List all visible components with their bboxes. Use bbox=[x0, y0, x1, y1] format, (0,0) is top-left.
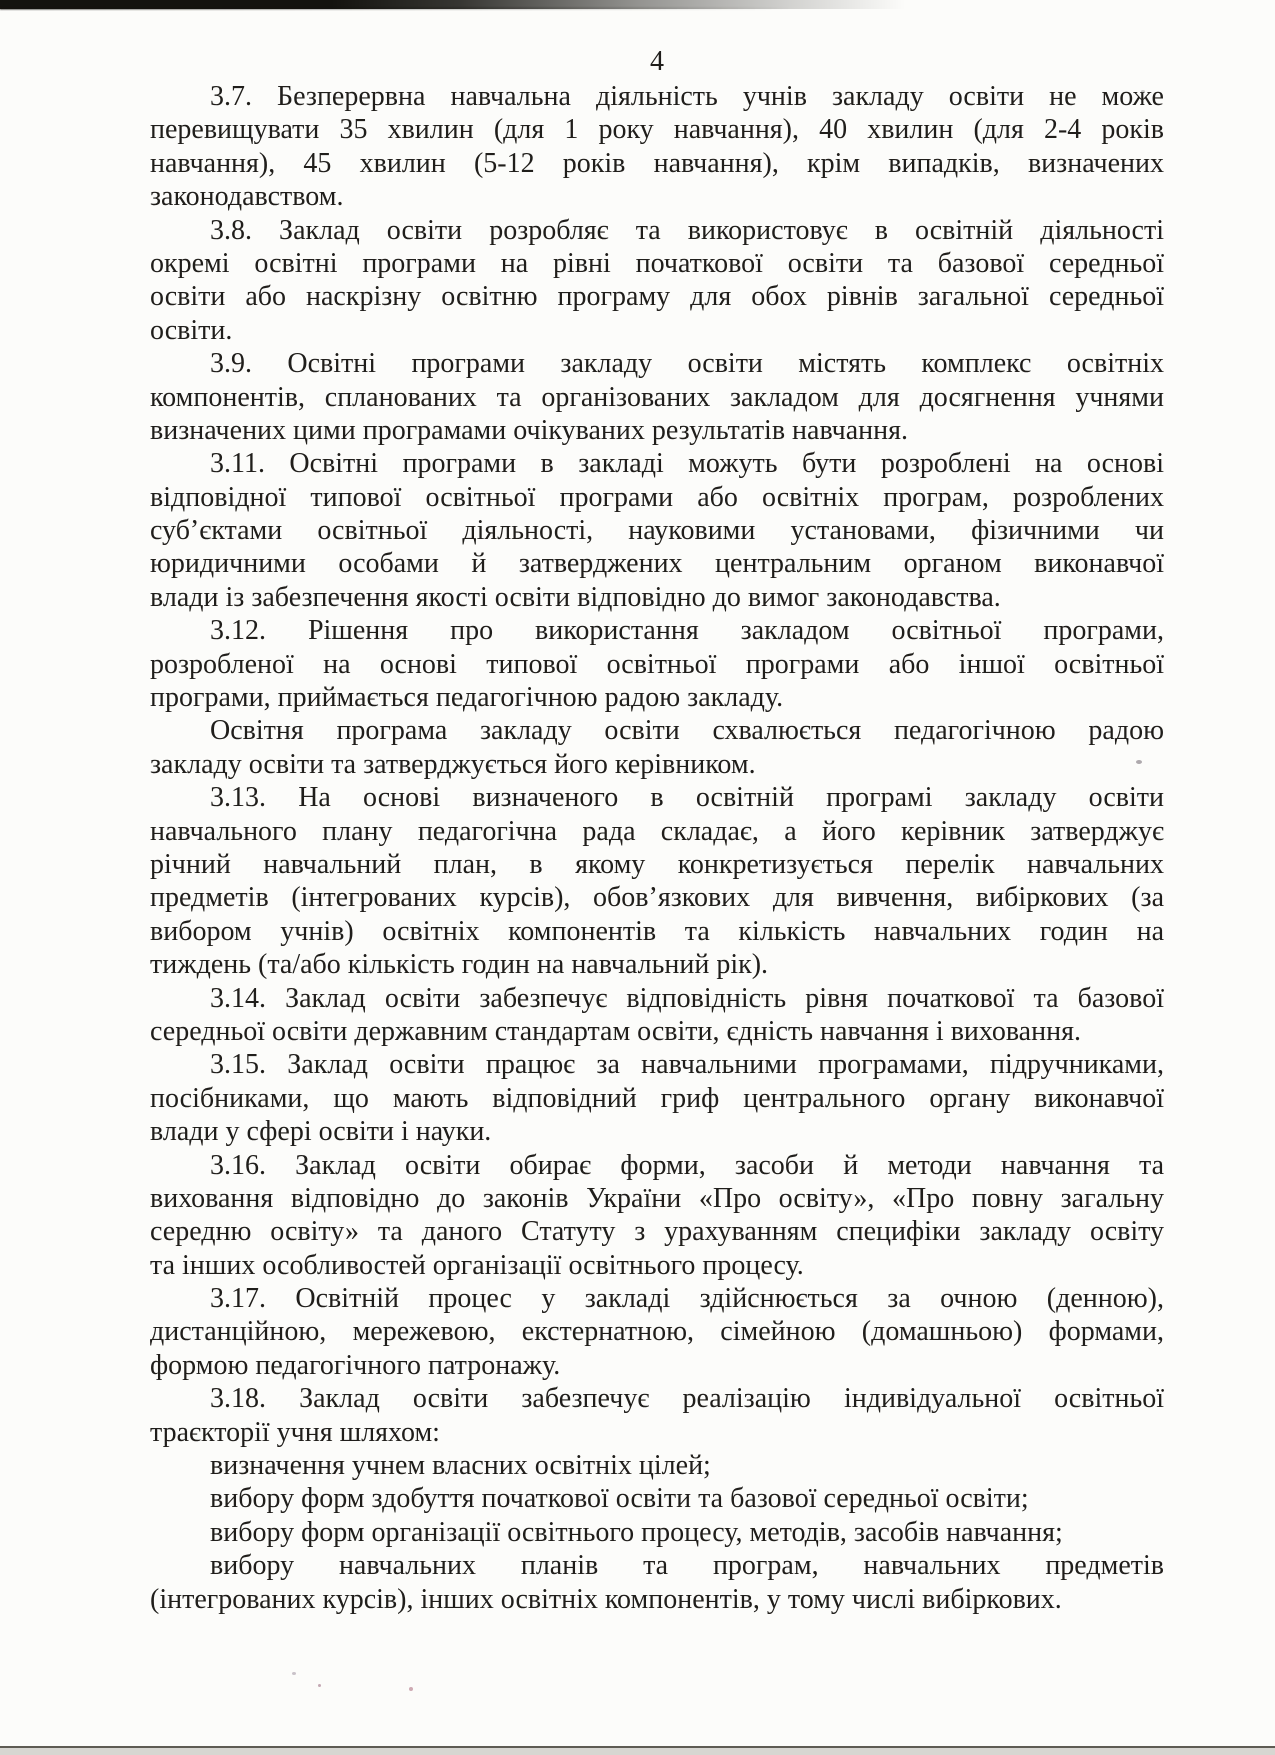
scan-speck bbox=[1136, 760, 1142, 764]
text-line: тиждень (та/або кількість годин на навчальний рік). bbox=[150, 949, 769, 981]
text-line: вибору форм здобуття початкової освіти та базової середньої освіти; bbox=[210, 1483, 1029, 1515]
text-line: виховання відповідно до законів України «Про освіту», «Про повну загальну bbox=[150, 1182, 1164, 1214]
text-line: 3.9. Освітні програми закладу освіти містять комплекс освітніх bbox=[210, 348, 1164, 380]
text-line: 3.11. Освітні програми в закладі можуть бути розроблені на основі bbox=[210, 448, 1164, 480]
paragraph-3-13 bbox=[150, 781, 1164, 981]
text-line: відповідної типової освітньої програми або освітніх програм, розроблених bbox=[150, 481, 1164, 513]
paragraph-3-15 bbox=[150, 1048, 1164, 1148]
text-line: 3.16. Заклад освіти обирає форми, засоби й методи навчання та bbox=[210, 1149, 1164, 1181]
text-line: влади із забезпечення якості освіти відповідно до вимог законодавства. bbox=[150, 581, 1001, 613]
text-line: 3.14. Заклад освіти забезпечує відповідність рівня початкової та базової bbox=[210, 982, 1164, 1014]
text-line: визначених цими програмами очікуваних результатів навчання. bbox=[150, 414, 908, 446]
text-line: вибору навчальних планів та програм, навчальних предметів bbox=[210, 1550, 1164, 1582]
text-line: дистанційною, мережевою, екстернатною, сімейною (домашньою) формами, bbox=[150, 1316, 1164, 1348]
text-line: програми, приймається педагогічною радою закладу. bbox=[150, 682, 784, 714]
text-line: окремі освітні програми на рівні початкової освіти та базової середньої bbox=[150, 247, 1164, 279]
text-line: 3.13. На основі визначеного в освітній програмі закладу освіти bbox=[210, 782, 1164, 814]
paragraph-3-9 bbox=[150, 347, 1164, 447]
scanner-edge-top-ragged bbox=[0, 7, 791, 10]
text-line: середньої освіти державним стандартам освіти, єдність навчання і виховання. bbox=[150, 1015, 1081, 1047]
text-line: річний навчальний план, в якому конкретизується перелік навчальних bbox=[150, 848, 1164, 880]
paragraph-trajectory-item-plans bbox=[150, 1549, 1164, 1616]
text-line: компонентів, спланованих та організованих закладом для досягнення учнями bbox=[150, 381, 1164, 413]
text-line: посібниками, що мають відповідний гриф центрального органу виконавчої bbox=[150, 1082, 1164, 1114]
text-line: Освітня програма закладу освіти схвалюється педагогічною радою bbox=[210, 715, 1164, 747]
text-line: вибору форм організації освітнього процесу, методів, засобів навчання; bbox=[210, 1516, 1063, 1548]
text-line: 3.12. Рішення про використання закладом освітньої програми, bbox=[210, 615, 1164, 647]
paragraph-program-approval bbox=[150, 714, 1164, 781]
paragraph-3-7 bbox=[150, 80, 1164, 214]
text-line: влади у сфері освіти і науки. bbox=[150, 1116, 492, 1148]
paragraph-3-12 bbox=[150, 614, 1164, 714]
paragraph-trajectory-item-acquisition-forms bbox=[150, 1482, 1164, 1515]
paragraph-3-8 bbox=[150, 214, 1164, 348]
text-line: та інших особливостей організації освітнього процесу. bbox=[150, 1249, 804, 1281]
text-line: 3.18. Заклад освіти забезпечує реалізацію індивідуальної освітньої bbox=[210, 1383, 1164, 1415]
scan-speck bbox=[1141, 90, 1145, 93]
paragraph-3-17 bbox=[150, 1282, 1164, 1382]
text-line: навчання), 45 хвилин (5-12 років навчання), крім випадків, визначених bbox=[150, 147, 1164, 179]
text-line: 3.8. Заклад освіти розробляє та використовує в освітній діяльності bbox=[210, 214, 1164, 246]
paragraphs-container bbox=[150, 80, 1164, 1616]
text-line: вибором учнів) освітніх компонентів та кількість навчальних годин на bbox=[150, 915, 1164, 947]
text-line: 3.17. Освітній процес у закладі здійснюється за очною (денною), bbox=[210, 1283, 1164, 1315]
text-line: розробленої на основі типової освітньої програми або іншої освітньої bbox=[150, 648, 1164, 680]
paragraph-3-14 bbox=[150, 982, 1164, 1049]
text-line: (інтегрованих курсів), інших освітніх компонентів, у тому числі вибіркових. bbox=[150, 1583, 1062, 1615]
text-line: навчального плану педагогічна рада складає, а його керівник затверджує bbox=[150, 815, 1164, 847]
scanner-edge-bottom-strip bbox=[0, 1748, 1275, 1755]
scan-speck bbox=[409, 1687, 413, 1691]
text-line: закладу освіти та затверджується його керівником. bbox=[150, 748, 756, 780]
text-line: 3.15. Заклад освіти працює за навчальними програмами, підручниками, bbox=[210, 1049, 1164, 1081]
paragraph-trajectory-item-goals bbox=[150, 1449, 1164, 1482]
paragraph-trajectory-item-organization-forms bbox=[150, 1516, 1164, 1549]
paragraph-3-18 bbox=[150, 1382, 1164, 1449]
text-line: формою педагогічного патронажу. bbox=[150, 1349, 561, 1381]
text-line: законодавством. bbox=[150, 181, 344, 213]
text-line: траєкторії учня шляхом: bbox=[150, 1416, 440, 1448]
text-line: юридичними особами й затверджених центральним органом виконавчої bbox=[150, 548, 1164, 580]
page-number: 4 bbox=[650, 46, 664, 77]
text-line: перевищувати 35 хвилин (для 1 року навчання), 40 хвилин (для 2-4 років bbox=[150, 114, 1164, 146]
scan-speck bbox=[292, 1672, 296, 1675]
paragraph-3-11 bbox=[150, 447, 1164, 614]
scan-speck bbox=[318, 1684, 321, 1687]
text-line: освіти або наскрізну освітню програму для обох рівнів загальної середньої bbox=[150, 281, 1164, 313]
text-line: суб’єктами освітньої діяльності, науковими установами, фізичними чи bbox=[150, 515, 1164, 547]
text-line: освіти. bbox=[150, 314, 233, 346]
paragraph-3-16 bbox=[150, 1149, 1164, 1283]
text-line: предметів (інтегрованих курсів), обов’язкових для вивчення, вибіркових (за bbox=[150, 882, 1164, 914]
text-block bbox=[150, 44, 1164, 1616]
text-line: визначення учнем власних освітніх цілей; bbox=[210, 1450, 711, 1482]
text-line: 3.7. Безперервна навчальна діяльність учнів закладу освіти не може bbox=[210, 81, 1164, 112]
text-line: середню освіту» та даного Статуту з урахуванням специфіки закладу освіту bbox=[150, 1216, 1164, 1248]
